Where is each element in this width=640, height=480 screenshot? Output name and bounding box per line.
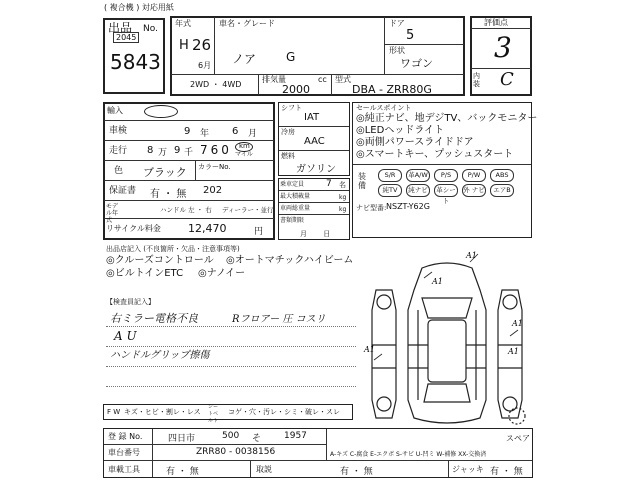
color-no-label: カラーNo. — [198, 163, 231, 171]
ac-value: AAC — [304, 136, 325, 147]
warranty-value: 有 ・ 無 — [150, 189, 187, 200]
lot-no-label: No. — [143, 24, 158, 34]
recycle-label: リサイクル料金 — [106, 224, 161, 233]
expiry-unit: 月 日 — [300, 230, 331, 238]
equip-airbag: エアB — [490, 184, 514, 197]
drive-type: 2WD ・ 4WD — [190, 80, 242, 89]
chassis-label: 車台番号 — [108, 448, 140, 457]
equip-sr: S/R — [378, 169, 402, 182]
ac-label: 冷房 — [281, 128, 295, 136]
jack-label: ジャッキ — [452, 465, 484, 474]
displacement-value: 2000 — [282, 83, 310, 96]
diagram-mark-3: A1 — [512, 319, 523, 328]
navi-model-value: NSZT-Y62G — [386, 202, 430, 211]
handle-label: ハンドル 左 ・ 右 — [160, 206, 212, 214]
equipment-label: 装備 — [358, 172, 366, 190]
diagram-mark-4: A1 — [364, 345, 375, 354]
diagram-mark-1: A1 — [466, 251, 477, 260]
model-label: 型式 — [335, 75, 351, 84]
inspection-year-unit: 年 — [200, 129, 210, 139]
color-no-value: 202 — [203, 185, 223, 196]
selling-points-label: セールスポイント — [356, 104, 412, 112]
tools-value: 有 ・ 無 — [166, 467, 199, 477]
notes-label: 出品店記入 (不良箇所・欠品・注意事項等) — [106, 245, 240, 253]
import-label: 輸入 — [107, 106, 123, 115]
inspection-label: 車検 — [109, 126, 128, 136]
fw-label: F W — [107, 408, 121, 416]
manual-value: 有 ・ 無 — [340, 467, 373, 477]
import-circle — [144, 105, 178, 118]
mileage-man-unit: 万 — [158, 148, 168, 158]
inspector-note-1: 右ミラー電格不良 — [110, 312, 198, 325]
equip-seat: 革シート — [434, 184, 458, 197]
inspection-month-unit: 月 — [248, 129, 258, 139]
fuel-value: ガソリン — [296, 164, 336, 175]
interior-grade: C — [500, 69, 514, 90]
cc-unit: cc — [318, 75, 327, 84]
car-diagram — [362, 250, 532, 435]
registration-class: 500 — [222, 431, 240, 441]
shift-value: IAT — [304, 112, 320, 123]
recycle-yen: 円 — [254, 227, 264, 237]
wheel-fr — [503, 295, 517, 309]
color-value: ブラック — [143, 166, 187, 179]
tools-label: 車載工具 — [108, 465, 140, 474]
shape-label: 形状 — [389, 46, 405, 55]
inspector-label: 【検査員記入】 — [106, 298, 155, 306]
shape-value: ワゴン — [400, 57, 433, 70]
interior-label: 内装 — [473, 72, 480, 88]
diagram-mark-2: A1 — [432, 277, 443, 286]
model-value: DBA - ZRR80G — [352, 83, 432, 96]
inspection-month: 6 — [232, 126, 239, 137]
model-year-label: モデル年式 — [106, 203, 119, 224]
spare-label: スペア — [506, 434, 530, 443]
registration-kana: そ — [252, 434, 262, 444]
vehicle-name: ノア — [232, 52, 257, 66]
car-outline — [408, 263, 486, 423]
mileage-man: 8 — [147, 145, 154, 156]
note-3: ◎ビルトインETC — [106, 268, 184, 279]
max-load-unit: kg — [339, 194, 347, 201]
mileage-sen: 9 — [174, 145, 181, 156]
chassis-value: ZRR80 - 0038156 — [196, 447, 276, 457]
seats-value: 7 — [326, 179, 332, 189]
doors-label: ドア — [389, 19, 405, 28]
shift-label: シフト — [281, 104, 302, 112]
year-value: 26 — [192, 36, 212, 54]
navi-model-label: ナビ型番: — [356, 204, 387, 212]
equip-abs: ABS — [490, 169, 514, 182]
fw-items: キズ・ヒビ・割レ・レス — [124, 408, 201, 416]
manual-label: 取説 — [256, 465, 272, 474]
car-rear-window — [424, 384, 470, 402]
year-month: 6月 — [198, 61, 212, 70]
color-label: 色 — [114, 166, 124, 176]
wheel-fl — [377, 295, 391, 309]
equip-extnavi: 外 ナビ — [462, 184, 486, 197]
jack-value: 有 ・ 無 — [490, 467, 523, 477]
fuel-label: 燃料 — [281, 152, 295, 160]
inspection-year: 9 — [184, 126, 191, 137]
equip-ps: P/S — [434, 169, 458, 182]
seats-unit: 名 — [339, 181, 346, 189]
note-2: ◎オートマチックハイビーム — [226, 255, 354, 266]
inspector-note-3: A U — [114, 329, 137, 343]
year-label: 年式 — [175, 19, 191, 28]
specs-box — [103, 102, 275, 240]
seats-label: 乗車定員 — [280, 181, 305, 188]
year-era: H — [179, 38, 189, 53]
weight-unit: kg — [339, 206, 347, 213]
warranty-label: 保証書 — [109, 186, 137, 196]
max-load-label: 最大積載量 — [280, 193, 311, 200]
lot-label: 出品 — [108, 21, 133, 35]
mileage-km-unit: km — [239, 142, 250, 150]
selling-point-1: ◎純正ナビ、地デジTV、バックモニター — [356, 113, 538, 124]
dealer-label: ディーラー・並行 — [222, 206, 274, 214]
selling-point-2: ◎LEDヘッドライト — [356, 125, 445, 136]
wheel-rr — [503, 397, 517, 411]
note-4: ◎ナノイー — [198, 268, 246, 279]
mileage-label: 走行 — [109, 146, 128, 156]
equip-navi: 純ナビ — [406, 184, 430, 197]
selling-point-4: ◎スマートキー、プッシュスタート — [356, 149, 514, 160]
vehicle-grade: G — [286, 50, 296, 64]
fw-label2: シートベルト — [208, 404, 219, 424]
lot-stamp: 2045 — [113, 32, 139, 43]
recycle-value: 12,470 — [188, 222, 227, 235]
mileage-sen-unit: 千 — [184, 148, 194, 158]
doors-value: 5 — [406, 28, 415, 43]
name-label: 車名・グレード — [219, 19, 275, 28]
equip-aw: 革A/W — [406, 169, 430, 182]
expiry-label: 書類期限 — [280, 217, 305, 224]
displacement-label: 排気量 — [262, 75, 286, 84]
equip-pw: P/W — [462, 169, 486, 182]
damage-legend: A-キズ C-腐食 E-エクボ S-サビ U-凹ミ W-補修 XX-交換済 — [330, 451, 487, 458]
registration-number: 1957 — [284, 431, 307, 441]
grade-score: 3 — [494, 31, 512, 64]
weight-label: 車両総重量 — [280, 205, 311, 212]
lot-number: 5843 — [110, 50, 161, 74]
note-1: ◎クルーズコントロール — [106, 255, 214, 266]
car-windshield — [422, 298, 472, 318]
car-roof — [428, 320, 466, 382]
wheel-rl — [377, 397, 391, 411]
mileage-rest: 760 — [200, 143, 232, 157]
mileage-mile-unit: マイル — [235, 151, 253, 158]
grade-label: 評価点 — [484, 18, 508, 27]
inspector-note-2: Rフロアー 圧 コスリ — [232, 314, 326, 325]
registration-city: 四日市 — [168, 434, 196, 444]
fw-items2: コゲ・穴・汚レ・シミ・破レ・スレ — [228, 408, 340, 416]
registration-label: 登 録 No. — [108, 432, 143, 441]
selling-point-3: ◎両側パワースライドドア — [356, 137, 474, 148]
equip-tv: 純TV — [378, 184, 402, 197]
header-fragment: ( 複合機 ) 対応用紙 — [104, 3, 174, 12]
diagram-mark-5: A1 — [508, 347, 519, 356]
inspector-note-4: ハンドルグリップ擦傷 — [110, 350, 210, 361]
